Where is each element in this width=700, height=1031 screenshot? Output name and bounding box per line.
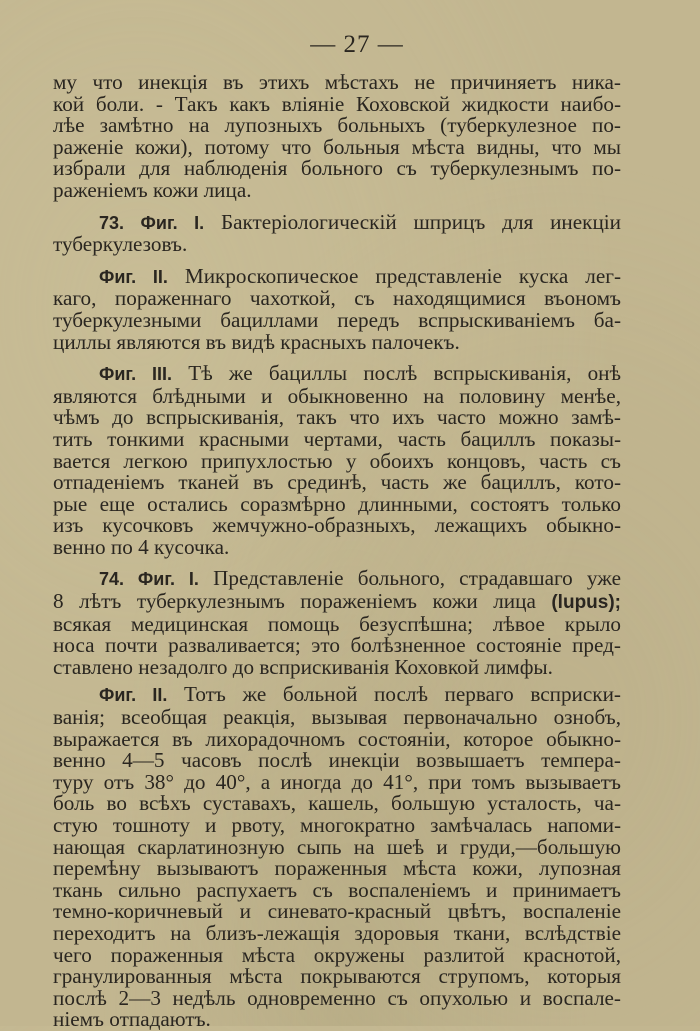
text-line-with-lead: [53, 263, 621, 289]
text-line: ванія; всеобщая реакція, вызывая первоначально ознобъ,: [53, 705, 621, 730]
text-line: переходитъ на близъ-лежащія здоровыя ткани, вслѣдствіе: [53, 920, 621, 945]
text-line: Тѣ же бациллы послѣ вспрыскиванія, онѣ: [188, 361, 622, 386]
paragraph-fig-74-1: [53, 568, 621, 678]
text-line: Представленіе больного, страдавшаго уже: [213, 566, 622, 591]
text-line: туру отъ 38° до 40°, а иногда до 41°, при томъ вызываетъ: [53, 769, 621, 794]
text-line: циллы являются въ видѣ красныхъ палочекъ.: [53, 329, 460, 354]
text-line: изъ кусочковъ жемчужно-образныхъ, лежащихъ обыкно-: [53, 513, 621, 538]
text-line: избрали для наблюденія больного съ туберкулезнымъ по-: [53, 156, 621, 181]
text-line: гранулированныя мѣста покрываются струпомъ, которыя: [53, 964, 621, 989]
text-line: отпаденіемъ тканей въ срединѣ, часть же бациллъ, кото-: [53, 470, 621, 495]
text-line: венно по 4 кусочка.: [53, 534, 230, 559]
text-line-with-lead: [53, 363, 621, 386]
text-line: ніемъ отпадаютъ.: [53, 1007, 211, 1031]
figure-lead: 74. Фиг. I.: [99, 569, 199, 590]
text-line: боль во всѣхъ суставахъ, кашель, большую усталость, ча-: [53, 791, 621, 816]
text-line: 8 лѣтъ туберкулезнымъ пораженіемъ кожи лица: [53, 589, 536, 614]
text-line: кой боли. - Такъ какъ вліяніе Коховской жидкости наибо-: [53, 91, 621, 116]
figure-lead: Фиг. II.: [99, 266, 168, 287]
text-line: стую тошноту и рвоту, многократно замѣчалась напоми-: [53, 813, 621, 837]
text-line: чего пораженныя мѣста окружены разлитой краснотой,: [53, 942, 621, 967]
text-line: перемѣну вызываютъ пораженныя мѣста кожи, лупозная: [53, 856, 621, 881]
text-line: Микроскопическое представленіе куска лег-: [184, 263, 621, 288]
paragraph-fig-73-1: [53, 209, 622, 257]
text-line: нающая скарлатинозную сыпь на шеѣ и груди,—большую: [53, 834, 621, 859]
text-line: раженіе кожи), потому что больныя мѣста видны, что мы: [53, 134, 621, 159]
text-line: тить тонкими красными чертами, часть бациллъ показы-: [53, 426, 621, 451]
text-line: венно 4—5 часовъ послѣ инекціи возвышаетъ темпера-: [53, 748, 621, 773]
figure-lead: 73. Фиг. I.: [99, 212, 205, 233]
text-line: выражается въ лихорадочномъ состояніи, которое обыкно-: [53, 726, 621, 751]
text-line: рые еще остались соразмѣрно длинными, состоятъ только: [53, 491, 621, 516]
text-line: му что инекція въ этихъ мѣстахъ не причиняетъ ника-: [53, 70, 621, 94]
paragraph-fig-74-2: [53, 684, 621, 1031]
figure-lead: Фиг. II.: [99, 685, 168, 706]
text-line: носа почти разваливается; это болѣзненное состояніе пред-: [53, 633, 621, 658]
paragraph-fig-73-2: [53, 263, 621, 354]
text-line: ткань сильно распухаетъ съ воспаленіемъ и принимаетъ: [53, 877, 621, 902]
text-line: чѣмъ до вспрыскиванія, такъ что ихъ часто можно замѣ-: [53, 405, 621, 430]
book-page: [53, 30, 621, 1031]
text-line-with-lead: [53, 684, 621, 707]
text-line: всякая медицинская помощь безуспѣшна; лѣвое крыло: [53, 611, 621, 636]
figure-lead: Фиг. III.: [99, 364, 173, 385]
text-line: ставлено незадолго до всприскиванія Коховкой лимфы.: [53, 654, 553, 679]
text-line: Бактеріологическій шприцъ для инекціи: [220, 209, 622, 234]
text-line: являются блѣдными и обыкновенно на половину менѣе,: [53, 383, 621, 408]
text-line-with-lead: [53, 209, 622, 235]
text-line: вается легкою припухлостью у обоихъ концовъ, часть съ: [53, 448, 621, 473]
text-line-with-emphasis: [53, 591, 621, 614]
paragraph-fig-73-3: [53, 363, 621, 558]
text-line: туберкулезными бациллами передъ вспрыскиваніемъ ба-: [53, 307, 621, 332]
text-line: раженіемъ кожи лица.: [53, 177, 252, 202]
text-line: Тотъ же больной послѣ перваго всприски-: [184, 682, 621, 707]
page-number: — 27 —: [310, 31, 404, 58]
text-line: каго, пораженнаго чахоткой, съ находящимися въономъ: [53, 286, 621, 311]
text-line: лѣе замѣтно на лупозныхъ больныхъ (туберкулезное по-: [53, 113, 621, 138]
text-line-with-lead: [53, 568, 621, 591]
text-line: послѣ 2—3 недѣль одновременно съ опухолью и воспале-: [53, 985, 621, 1010]
paragraph-continuation: [53, 72, 621, 202]
text-line: туберкулезовъ.: [53, 232, 188, 257]
emphasis-term: (lupus);: [551, 592, 622, 614]
text-line: темно-коричневый и синевато-красный цвѣтъ, воспаленіе: [53, 899, 621, 924]
